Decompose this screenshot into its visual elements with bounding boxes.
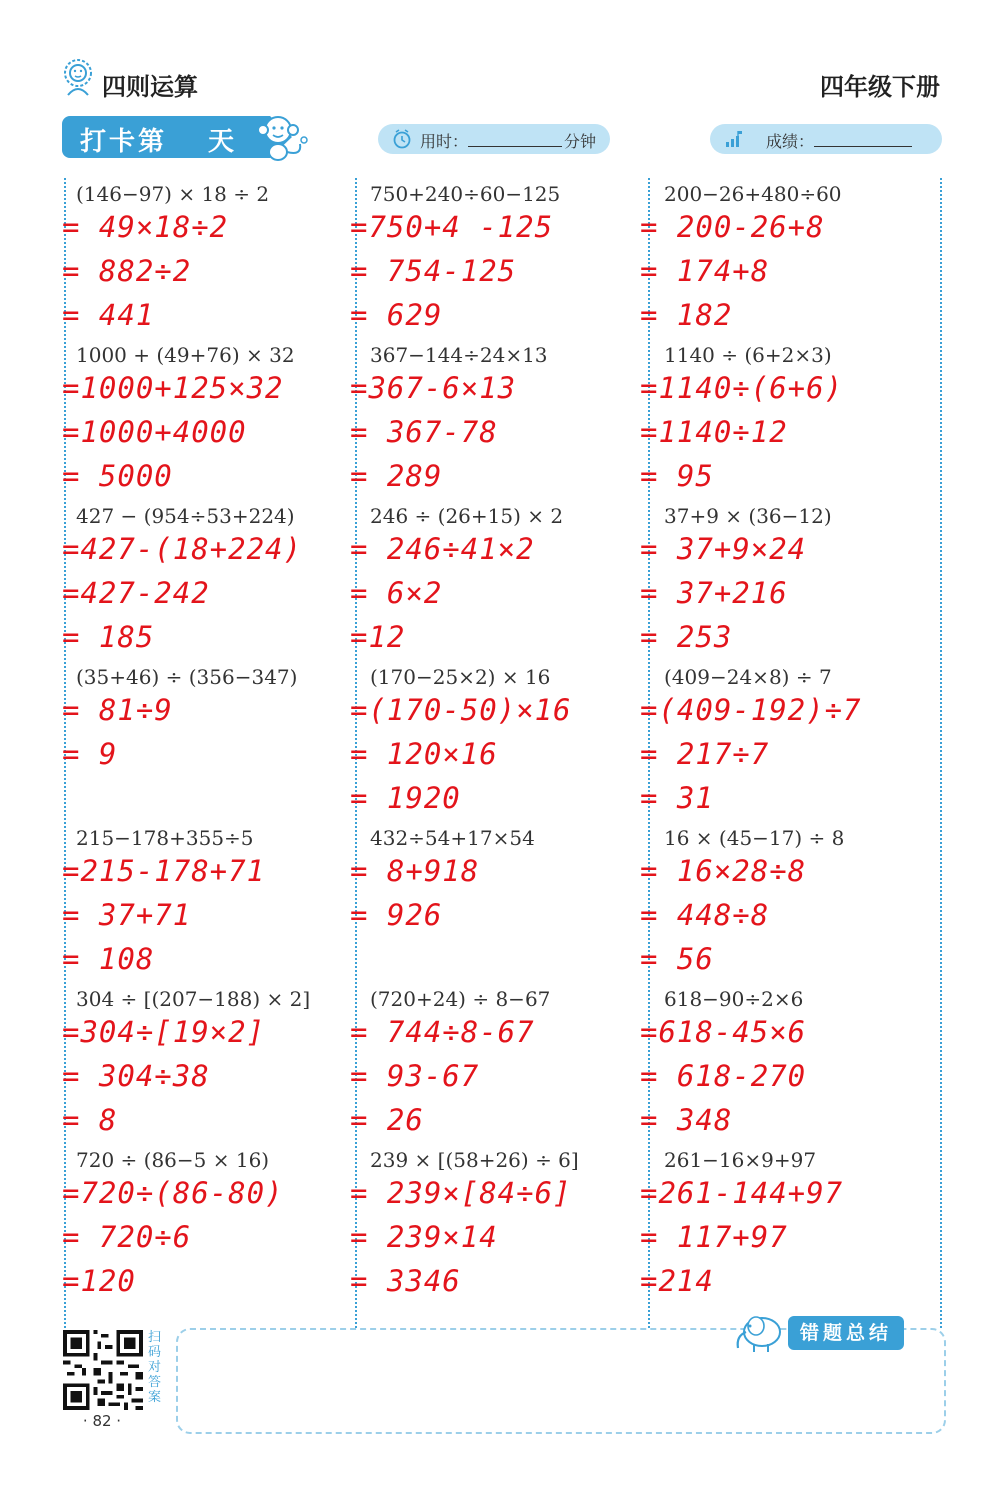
problem-expression: 367−144÷24×13: [370, 343, 548, 367]
handwritten-step: =427-242: [62, 576, 210, 610]
handwritten-step: = 3346: [350, 1264, 461, 1298]
handwritten-step: =(170-50)×16: [350, 693, 572, 727]
problem-expression: 200−26+480÷60: [664, 182, 842, 206]
handwritten-step: = 81÷9: [62, 693, 173, 727]
handwritten-step: = 720÷6: [62, 1220, 192, 1254]
qr-code-icon[interactable]: [62, 1330, 144, 1410]
problem-expression: (35+46) ÷ (356−347): [76, 665, 298, 689]
problem-expression: 246 ÷ (26+15) × 2: [370, 504, 564, 528]
handwritten-step: = 49×18÷2: [62, 210, 229, 244]
scan-caption: 扫码对答案: [148, 1330, 162, 1405]
handwritten-step: =367-6×13: [350, 371, 517, 405]
handwritten-step: = 26: [350, 1103, 424, 1137]
handwritten-step: = 882÷2: [62, 254, 192, 288]
handwritten-step: =1000+4000: [62, 415, 247, 449]
time-unit: 分钟: [564, 132, 597, 151]
handwritten-step: = 5000: [62, 459, 173, 493]
handwritten-step: =304÷[19×2]: [62, 1015, 266, 1049]
handwritten-step: = 31: [640, 781, 714, 815]
handwritten-step: =261-144+97: [640, 1176, 844, 1210]
handwritten-step: = 348: [640, 1103, 733, 1137]
handwritten-step: = 289: [350, 459, 443, 493]
clock-icon: [392, 129, 412, 149]
page-title: 四则运算: [102, 73, 198, 101]
handwritten-step: = 37+216: [640, 576, 788, 610]
handwritten-step: =120: [62, 1264, 136, 1298]
handwritten-step: = 174+8: [640, 254, 770, 288]
handwritten-step: = 117+97: [640, 1220, 788, 1254]
handwritten-step: = 367-78: [350, 415, 498, 449]
problem-expression: 432÷54+17×54: [370, 826, 535, 850]
handwritten-step: = 16×28÷8: [640, 854, 807, 888]
trophy-chart-icon: [724, 129, 744, 149]
handwritten-step: = 8+918: [350, 854, 480, 888]
problem-expression: 215−178+355÷5: [76, 826, 254, 850]
problem-expression: 1000 + (49+76) × 32: [76, 343, 295, 367]
problem-expression: (170−25×2) × 16: [370, 665, 551, 689]
problem-expression: 304 ÷ [(207−188) × 2]: [76, 987, 311, 1011]
handwritten-step: = 200-26+8: [640, 210, 825, 244]
lion-logo-icon: [60, 57, 96, 97]
elephant-icon: [732, 1306, 790, 1354]
handwritten-step: = 217÷7: [640, 737, 770, 771]
problem-expression: 261−16×9+97: [664, 1148, 817, 1172]
handwritten-step: = 120×16: [350, 737, 498, 771]
score-blank[interactable]: [814, 146, 912, 147]
monkey-icon: [252, 112, 310, 162]
checkin-banner: [62, 116, 270, 158]
problem-expression: 1140 ÷ (6+2×3): [664, 343, 832, 367]
time-blank[interactable]: [468, 146, 562, 147]
handwritten-step: =12: [350, 620, 406, 654]
score-label: 成绩：: [766, 132, 815, 151]
error-summary-title: 错题总结: [788, 1316, 904, 1350]
handwritten-step: = 246÷41×2: [350, 532, 535, 566]
problem-expression: 427 − (954÷53+224): [76, 504, 295, 528]
problem-expression: 37+9 × (36−12): [664, 504, 832, 528]
problem-expression: 618−90÷2×6: [664, 987, 804, 1011]
handwritten-step: = 448÷8: [640, 898, 770, 932]
handwritten-step: =1140÷12: [640, 415, 788, 449]
handwritten-step: = 239×[84÷6]: [350, 1176, 572, 1210]
handwritten-step: =1000+125×32: [62, 371, 284, 405]
checkin-label: 打卡第: [80, 127, 168, 157]
handwritten-step: = 56: [640, 942, 714, 976]
problem-expression: (146−97) × 18 ÷ 2: [76, 182, 270, 206]
handwritten-step: =750+4 -125: [350, 210, 554, 244]
handwritten-step: = 1920: [350, 781, 461, 815]
handwritten-step: =(409-192)÷7: [640, 693, 862, 727]
handwritten-step: = 304÷38: [62, 1059, 210, 1093]
problem-expression: (409−24×8) ÷ 7: [664, 665, 832, 689]
handwritten-step: = 37+71: [62, 898, 192, 932]
handwritten-step: = 95: [640, 459, 714, 493]
time-field[interactable]: [378, 124, 610, 154]
handwritten-step: = 253: [640, 620, 733, 654]
grade-label: 四年级下册: [820, 73, 940, 101]
handwritten-step: =427-(18+224): [62, 532, 302, 566]
handwritten-step: = 182: [640, 298, 733, 332]
time-label: 用时：: [420, 132, 469, 151]
handwritten-step: = 108: [62, 942, 155, 976]
handwritten-step: = 629: [350, 298, 443, 332]
checkin-day-label: 天: [208, 127, 235, 157]
handwritten-step: = 37+9×24: [640, 532, 807, 566]
handwritten-step: = 744÷8-67: [350, 1015, 535, 1049]
problem-expression: 16 × (45−17) ÷ 8: [664, 826, 845, 850]
problem-expression: 720 ÷ (86−5 × 16): [76, 1148, 270, 1172]
handwritten-step: =215-178+71: [62, 854, 266, 888]
handwritten-step: = 185: [62, 620, 155, 654]
handwritten-step: =214: [640, 1264, 714, 1298]
handwritten-step: = 93-67: [350, 1059, 480, 1093]
page-number: · 82 ·: [82, 1412, 122, 1430]
page-header: [60, 55, 940, 105]
handwritten-step: = 9: [62, 737, 118, 771]
handwritten-step: = 239×14: [350, 1220, 498, 1254]
handwritten-step: = 618-270: [640, 1059, 807, 1093]
handwritten-step: = 6×2: [350, 576, 443, 610]
handwritten-step: =618-45×6: [640, 1015, 807, 1049]
handwritten-step: = 441: [62, 298, 155, 332]
problem-expression: 750+240÷60−125: [370, 182, 561, 206]
handwritten-step: = 926: [350, 898, 443, 932]
problem-expression: 239 × [(58+26) ÷ 6]: [370, 1148, 579, 1172]
handwritten-step: =1140÷(6+6): [640, 371, 844, 405]
problem-expression: (720+24) ÷ 8−67: [370, 987, 551, 1011]
handwritten-step: = 754-125: [350, 254, 517, 288]
handwritten-step: = 8: [62, 1103, 118, 1137]
score-field[interactable]: [710, 124, 942, 154]
handwritten-step: =720÷(86-80): [62, 1176, 284, 1210]
column-divider: [940, 178, 942, 1328]
